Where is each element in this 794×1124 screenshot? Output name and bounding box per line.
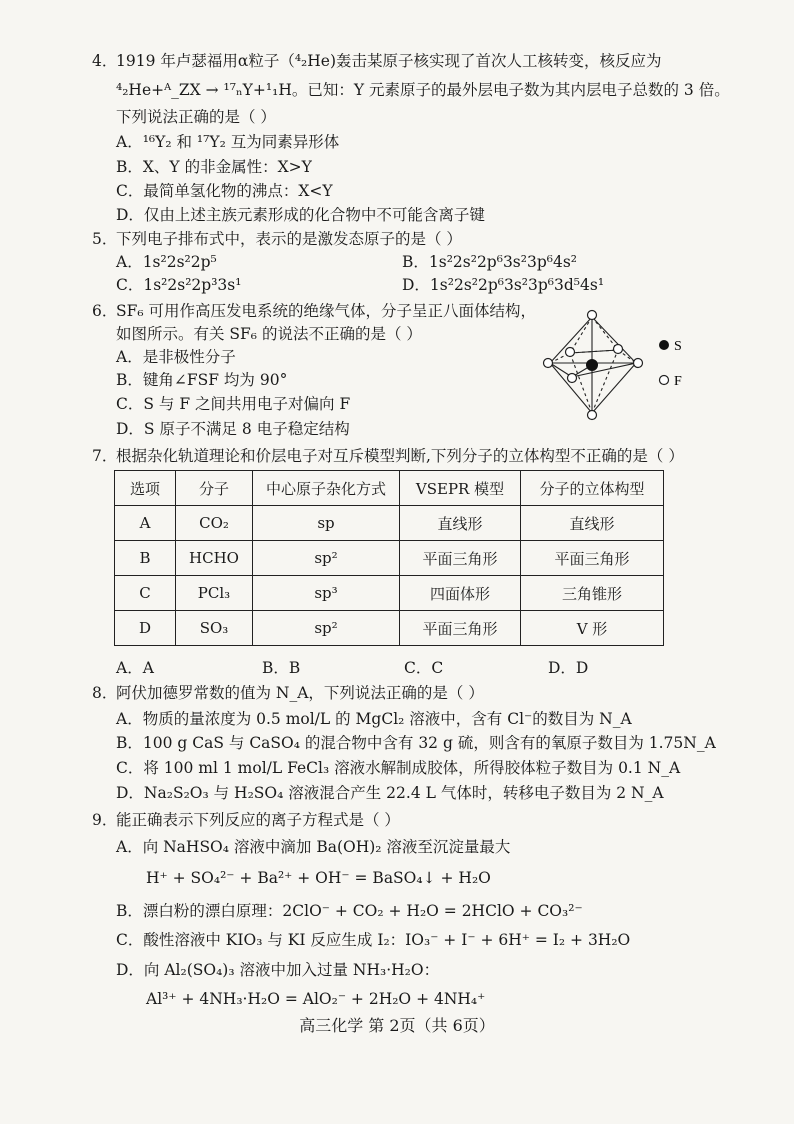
q7-option-a: A．A [116,659,154,677]
table-row [115,506,664,541]
table-cell: D [115,611,176,646]
table-cell: 平面三角形 [400,541,521,576]
q4-line1: 4．1919 年卢瑟福用α粒子（⁴₂He)轰击某原子核实现了首次人工核转变，核反应为 [92,52,662,70]
table-cell: 直线形 [400,506,521,541]
table-row [115,541,664,576]
q5-stem: 5．下列电子排布式中，表示的是激发态原子的是（ ） [92,230,462,248]
q5-option-c: C．1s²2s²2p³3s¹ [116,276,242,294]
q4-option-d: D．仅由上述主族元素形成的化合物中不可能含离子键 [116,206,485,224]
table-row [115,611,664,646]
table-header-cell: 分子的立体构型 [521,471,664,506]
table-cell: 平面三角形 [521,541,664,576]
q9-option-a: A．向 NaHSO₄ 溶液中滴加 Ba(OH)₂ 溶液至沉淀量最大 [116,838,511,856]
q8-option-c: C．将 100 ml 1 mol/L FeCl₃ 溶液水解制成胶体，所得胶体粒子数目为 0.1 N_A [116,759,681,777]
q4-line3: 下列说法正确的是（ ） [116,108,276,126]
table-cell: sp² [253,541,400,576]
table-cell: 平面三角形 [400,611,521,646]
legend-f-label: F [674,374,682,389]
q5-option-d: D．1s²2s²2p⁶3s²3p⁶3d⁵4s¹ [402,276,605,294]
q4-option-c: C．最简单氢化物的沸点：X<Y [116,182,333,200]
table-cell: A [115,506,176,541]
table-cell: B [115,541,176,576]
q8-option-a: A．物质的量浓度为 0.5 mol/L 的 MgCl₂ 溶液中，含有 Cl⁻的数目为 N_A [116,710,632,728]
q4-line2: ⁴₂He+ᴬ_ZX → ¹⁷ₙY+¹₁H。已知：Y 元素原子的最外层电子数为其内层电子总数的 3 倍。 [116,81,730,99]
table-header-cell: 分子 [176,471,253,506]
legend-f-dot [660,376,669,385]
q9-option-b: B．漂白粉的漂白原理：2ClO⁻ + CO₂ + H₂O = 2HClO + CO₃²⁻ [116,902,583,920]
table-header-cell: 选项 [115,471,176,506]
q4-option-a: A．¹⁶Y₂ 和 ¹⁷Y₂ 互为同素异形体 [116,133,340,151]
sulfur-atom [586,359,598,371]
q6-option-d: D．S 原子不满足 8 电子稳定结构 [116,420,350,438]
q7-option-c: C．C [404,659,444,677]
q8-stem: 8．阿伏加德罗常数的值为 N_A，下列说法正确的是（ ） [92,684,484,702]
q4-option-b: B．X、Y 的非金属性：X>Y [116,158,312,176]
q8-option-b: B．100 g CaS 与 CaSO₄ 的混合物中含有 32 g 硫，则含有的氧原子数目为 1.75N_A [116,734,716,752]
q7-option-d: D．D [548,659,589,677]
table-cell: V 形 [521,611,664,646]
table-cell: HCHO [176,541,253,576]
q9-option-d: D．向 Al₂(SO₄)₃ 溶液中加入过量 NH₃·H₂O： [116,961,440,979]
q9-option-c: C．酸性溶液中 KIO₃ 与 KI 反应生成 I₂：IO₃⁻ + I⁻ + 6H⁺ = I₂ + 3H₂O [116,931,631,949]
q9-option-a-equation: H⁺ + SO₄²⁻ + Ba²⁺ + OH⁻ = BaSO₄↓ + H₂O [146,869,491,887]
q6-line2: 如图所示。有关 SF₆ 的说法不正确的是（ ） [116,325,422,343]
q7-table [114,470,664,646]
q9-stem: 9．能正确表示下列反应的离子方程式是（ ） [92,811,400,829]
page-footer: 高三化学 第 2页（共 6页） [299,1016,495,1035]
q6-line1: 6．SF₆ 可用作高压发电系统的绝缘气体，分子呈正八面体结构， [92,302,537,320]
table-cell: sp³ [253,576,400,611]
table-cell: 三角锥形 [521,576,664,611]
q6-option-a: A．是非极性分子 [116,348,236,366]
table-row [115,576,664,611]
legend-s-label: S [674,339,682,354]
table-cell: C [115,576,176,611]
q8-option-d: D．Na₂S₂O₃ 与 H₂SO₄ 溶液混合产生 22.4 L 气体时，转移电子数目为 2 N_A [116,784,664,802]
sf6-octahedron-figure [540,305,700,425]
table-cell: 直线形 [521,506,664,541]
table-cell: sp [253,506,400,541]
table-header-cell: 中心原子杂化方式 [253,471,400,506]
q9-option-d-equation: Al³⁺ + 4NH₃·H₂O = AlO₂⁻ + 2H₂O + 4NH₄⁺ [146,990,486,1008]
q6-option-b: B．键角∠FSF 均为 90° [116,371,288,389]
legend-s-dot [659,340,669,350]
table-header-row [115,471,664,506]
table-cell: PCl₃ [176,576,253,611]
table-cell: 四面体形 [400,576,521,611]
q7-option-b: B．B [262,659,301,677]
q5-option-a: A．1s²2s²2p⁵ [116,253,217,271]
table-cell: sp² [253,611,400,646]
fluorine-atom [588,311,597,320]
table-header-cell: VSEPR 模型 [400,471,521,506]
table-cell: CO₂ [176,506,253,541]
table-cell: SO₃ [176,611,253,646]
q7-stem: 7．根据杂化轨道理论和价层电子对互斥模型判断,下列分子的立体构型不正确的是（ ） [92,447,684,465]
q5-option-b: B．1s²2s²2p⁶3s²3p⁶4s² [402,253,578,271]
q6-option-c: C．S 与 F 之间共用电子对偏向 F [116,395,351,413]
